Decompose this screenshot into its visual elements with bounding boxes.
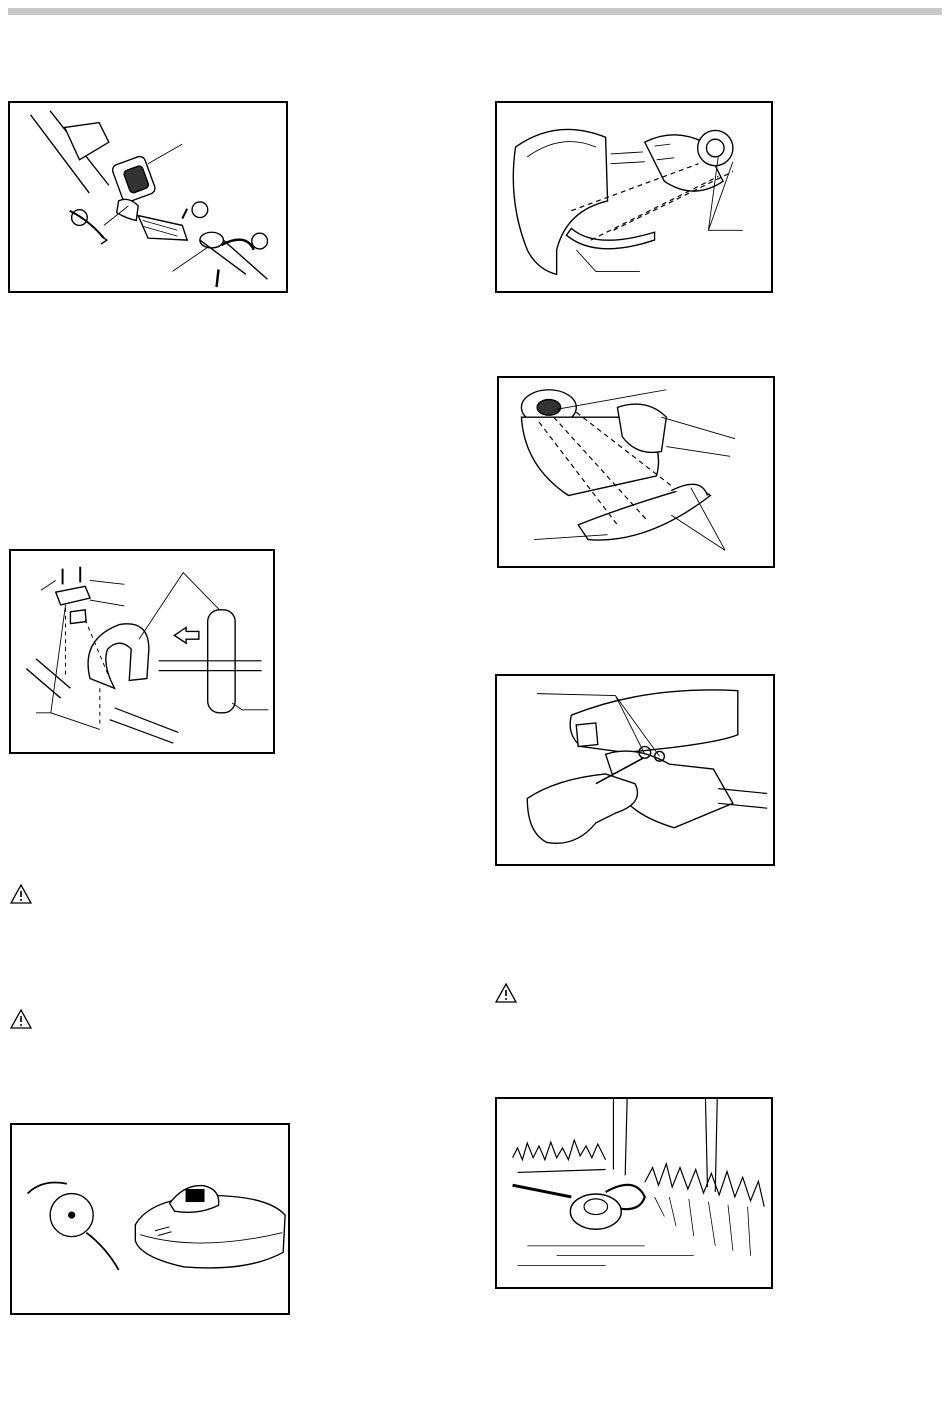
figure-screw-tightening bbox=[495, 674, 775, 866]
warning-triangle-icon bbox=[10, 1009, 32, 1029]
protector-underside-illustration bbox=[499, 378, 773, 566]
warning-triangle-icon bbox=[495, 983, 517, 1003]
cutting-head-illustration bbox=[12, 1125, 288, 1313]
shaft-coupling-illustration bbox=[10, 103, 286, 291]
page-top-rule bbox=[8, 8, 942, 15]
loop-handle-illustration bbox=[11, 551, 273, 752]
figure-protector-underside bbox=[497, 376, 775, 568]
trimming-tree-illustration bbox=[497, 1099, 771, 1287]
figure-trimming-tree bbox=[495, 1097, 773, 1289]
figure-loop-handle bbox=[9, 549, 275, 754]
figure-shaft-coupling bbox=[8, 101, 288, 293]
protector-housing-illustration bbox=[497, 103, 771, 291]
figure-protector-housing bbox=[495, 101, 773, 293]
figure-cutting-head bbox=[10, 1123, 290, 1315]
warning-triangle-icon bbox=[10, 884, 32, 904]
screw-tightening-illustration bbox=[497, 676, 773, 864]
